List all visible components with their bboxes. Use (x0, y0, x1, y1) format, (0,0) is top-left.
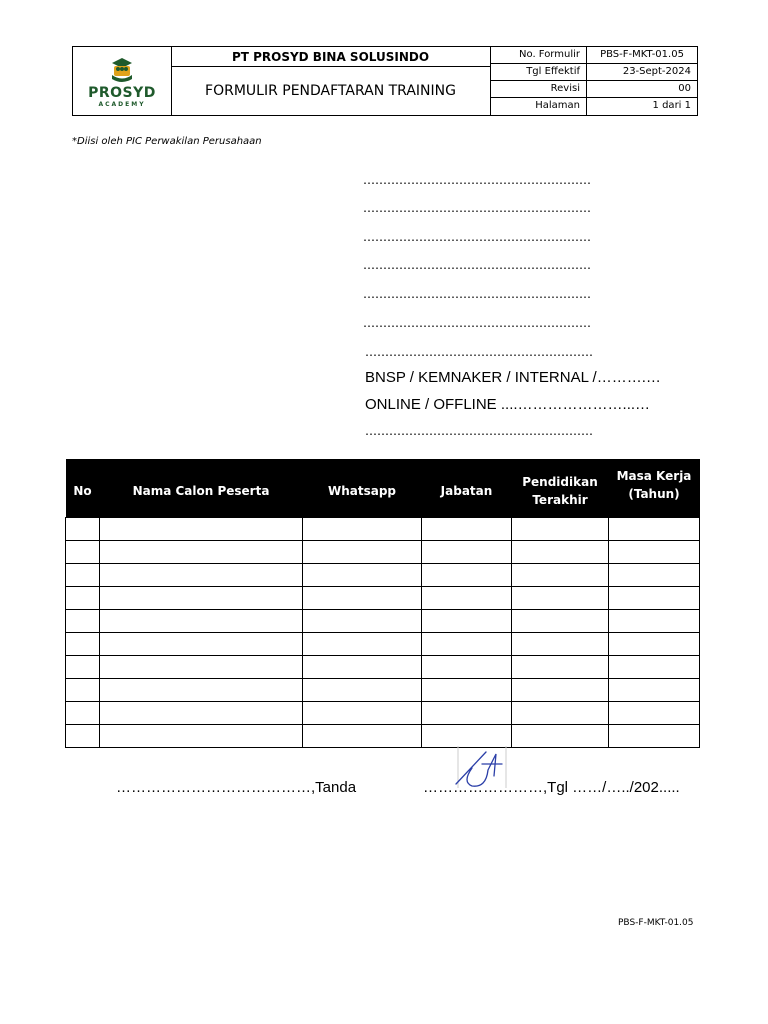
meta-label: Tgl Effektif (491, 64, 587, 80)
fill-line[interactable]: ………………………………………………… (363, 258, 591, 272)
logo (73, 47, 172, 115)
pic-note: *Diisi oleh PIC Perwakilan Perusahaan (72, 136, 262, 147)
table-cell[interactable] (609, 702, 700, 725)
table-cell[interactable] (609, 633, 700, 656)
meta-value: 00 (678, 83, 691, 94)
table-cell[interactable] (422, 633, 512, 656)
table-row (66, 518, 700, 541)
participant-table (65, 459, 700, 748)
meta-value: 23-Sept-2024 (622, 66, 691, 77)
table-cell[interactable] (512, 725, 609, 748)
table-row (66, 541, 700, 564)
table-cell[interactable] (66, 656, 100, 679)
fill-line[interactable]: ………………………………………………… (363, 173, 591, 187)
table-cell[interactable] (609, 725, 700, 748)
table-cell[interactable] (100, 633, 303, 656)
company-name: PT PROSYD BINA SOLUSINDO (171, 47, 491, 67)
table-cell[interactable] (100, 610, 303, 633)
footer-form-code: PBS-F-MKT-01.05 (618, 918, 694, 928)
table-cell[interactable] (66, 633, 100, 656)
table-cell[interactable] (512, 587, 609, 610)
meta-row (491, 81, 697, 98)
table-cell[interactable] (512, 541, 609, 564)
table-cell[interactable] (100, 679, 303, 702)
table-cell[interactable] (66, 564, 100, 587)
col-header-nama: Nama Calon Peserta (100, 459, 303, 518)
col-header-masa-kerja: Masa Kerja (Tahun) (609, 459, 700, 518)
meta-value: 1 dari 1 (652, 100, 691, 111)
table-cell[interactable] (609, 541, 700, 564)
table-cell[interactable] (422, 656, 512, 679)
table-cell[interactable] (512, 679, 609, 702)
table-cell[interactable] (609, 679, 700, 702)
table-cell[interactable] (609, 610, 700, 633)
logo-wordmark: PROSYD (88, 85, 156, 101)
table-header-row (66, 459, 700, 518)
table-cell[interactable] (303, 564, 422, 587)
document-meta (491, 47, 697, 115)
col-header-whatsapp: Whatsapp (303, 459, 422, 518)
table-cell[interactable] (609, 564, 700, 587)
training-type-options[interactable]: BNSP / KEMNAKER / INTERNAL /……….… (365, 369, 661, 386)
table-cell[interactable] (422, 702, 512, 725)
meta-value: PBS-F-MKT-01.05 (600, 49, 684, 60)
fill-line[interactable]: ………………………………………………… (365, 424, 593, 438)
table-cell[interactable] (66, 610, 100, 633)
fill-line[interactable]: ………………………………………………… (365, 345, 593, 359)
form-header (72, 46, 698, 116)
table-cell[interactable] (609, 587, 700, 610)
table-cell[interactable] (512, 518, 609, 541)
table-cell[interactable] (303, 702, 422, 725)
fill-line[interactable]: ………………………………………………… (363, 316, 591, 330)
meta-label: Halaman (491, 98, 587, 115)
table-cell[interactable] (512, 702, 609, 725)
table-cell[interactable] (100, 564, 303, 587)
table-cell[interactable] (100, 725, 303, 748)
table-cell[interactable] (512, 656, 609, 679)
table-cell[interactable] (303, 587, 422, 610)
table-row (66, 702, 700, 725)
table-cell[interactable] (609, 518, 700, 541)
table-cell[interactable] (512, 564, 609, 587)
meta-row (491, 98, 697, 115)
table-cell[interactable] (100, 587, 303, 610)
col-header-jabatan: Jabatan (422, 459, 512, 518)
table-row (66, 679, 700, 702)
table-cell[interactable] (422, 518, 512, 541)
table-cell[interactable] (303, 679, 422, 702)
table-cell[interactable] (422, 564, 512, 587)
table-row (66, 656, 700, 679)
date-signature-line[interactable]: ……………………,Tgl ……/…../202..... (423, 779, 680, 796)
fill-line[interactable]: ………………………………………………… (363, 287, 591, 301)
logo-subtitle: ACADEMY (98, 101, 146, 108)
prosyd-academy-logo-icon (108, 55, 136, 83)
fill-line[interactable]: ………………………………………………… (363, 201, 591, 215)
table-cell[interactable] (100, 656, 303, 679)
table-cell[interactable] (303, 610, 422, 633)
table-cell[interactable] (303, 541, 422, 564)
table-cell[interactable] (303, 633, 422, 656)
table-cell[interactable] (609, 656, 700, 679)
form-title: FORMULIR PENDAFTARAN TRAINING (171, 67, 491, 115)
fill-line[interactable]: ………………………………………………… (363, 230, 591, 244)
table-cell[interactable] (66, 702, 100, 725)
table-cell[interactable] (303, 656, 422, 679)
table-cell[interactable] (66, 725, 100, 748)
table-row (66, 587, 700, 610)
table-row (66, 564, 700, 587)
col-header-no: No (66, 459, 100, 518)
meta-label: Revisi (491, 81, 587, 97)
table-cell[interactable] (422, 587, 512, 610)
training-mode-options[interactable]: ONLINE / OFFLINE ....…………………...… (365, 396, 651, 413)
name-signature-line[interactable]: …………………………………,Tanda (116, 779, 357, 796)
table-cell[interactable] (66, 541, 100, 564)
table-cell[interactable] (422, 725, 512, 748)
table-cell[interactable] (422, 541, 512, 564)
table-cell[interactable] (66, 518, 100, 541)
table-cell[interactable] (66, 587, 100, 610)
table-cell[interactable] (100, 518, 303, 541)
table-cell[interactable] (303, 725, 422, 748)
table-cell[interactable] (66, 679, 100, 702)
table-cell[interactable] (303, 518, 422, 541)
table-row (66, 725, 700, 748)
table-cell[interactable] (422, 610, 512, 633)
table-row (66, 633, 700, 656)
table-cell[interactable] (100, 702, 303, 725)
meta-row (491, 47, 697, 64)
meta-row (491, 64, 697, 81)
table-cell[interactable] (512, 633, 609, 656)
table-cell[interactable] (422, 679, 512, 702)
table-cell[interactable] (100, 541, 303, 564)
meta-label: No. Formulir (491, 47, 587, 63)
table-row (66, 610, 700, 633)
table-cell[interactable] (512, 610, 609, 633)
col-header-pendidikan: Pendidikan Terakhir (512, 459, 609, 518)
